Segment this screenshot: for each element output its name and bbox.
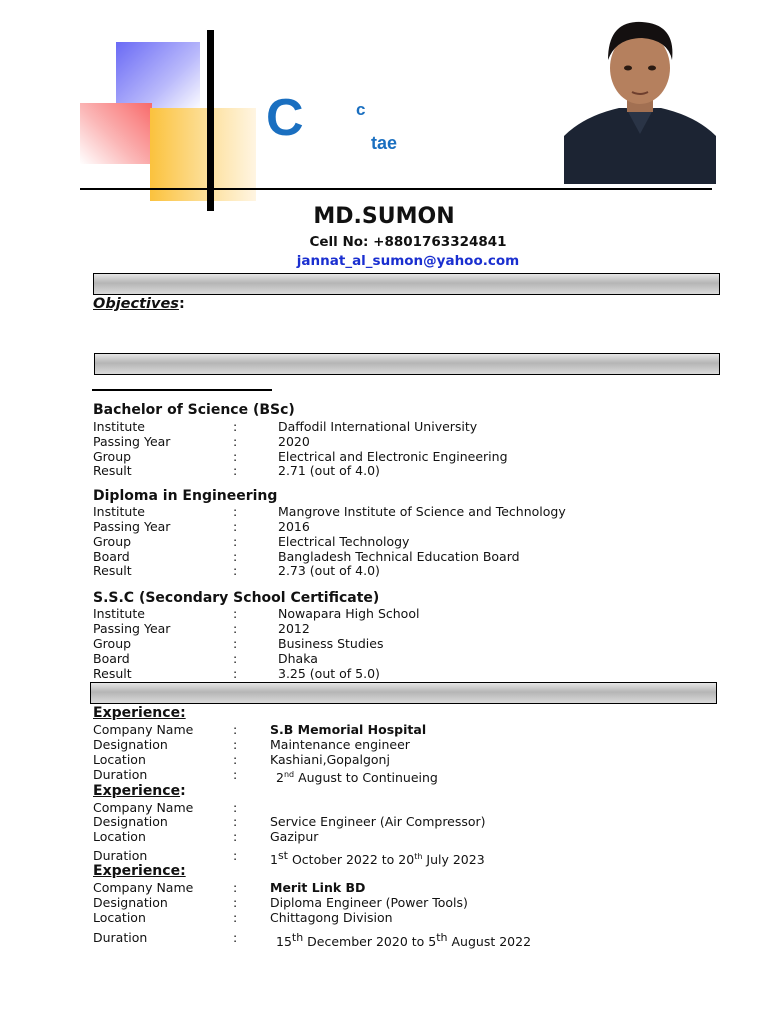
- duration-day: 15: [276, 934, 292, 949]
- row-label: Location: [93, 910, 146, 925]
- experience-title: Experience: [93, 783, 181, 799]
- duration-mid: October 2022 to 20: [288, 852, 415, 867]
- degree-title: S.S.C (Secondary School Certificate): [93, 590, 380, 606]
- row-value: Electrical Technology: [278, 534, 410, 549]
- row-value: 2020: [278, 434, 310, 449]
- row-separator: :: [233, 419, 238, 434]
- logo-small-letter: c: [356, 100, 366, 119]
- row-separator: :: [233, 519, 238, 534]
- row-separator: :: [233, 504, 238, 519]
- row-label: Institute: [93, 606, 145, 621]
- row-label: Duration: [93, 767, 148, 782]
- row-label: Company Name: [93, 722, 194, 737]
- degree-title: Diploma in Engineering: [93, 488, 278, 504]
- duration-suffix: th: [291, 931, 304, 944]
- row-label: Institute: [93, 504, 145, 519]
- objectives-heading: [93, 296, 185, 312]
- row-value: 2.71 (out of 4.0): [278, 463, 380, 478]
- row-label: Group: [93, 449, 132, 464]
- row-separator: :: [233, 910, 238, 925]
- row-label: Duration: [93, 930, 148, 945]
- row-separator: :: [233, 666, 238, 681]
- header-rule: [80, 188, 712, 190]
- row-label: Group: [93, 636, 132, 651]
- profile-photo: [564, 16, 716, 184]
- duration-suffix: th: [414, 851, 423, 861]
- row-label: Designation: [93, 895, 168, 910]
- degree-title: Bachelor of Science (BSc): [93, 402, 295, 418]
- experience-title: Experience:: [93, 863, 186, 879]
- experience-heading: [93, 783, 186, 799]
- duration-suffix: st: [277, 849, 288, 862]
- duration: [276, 930, 531, 949]
- experience-title-colon: :: [180, 783, 186, 799]
- row-label: Duration: [93, 848, 148, 863]
- row-value: Business Studies: [278, 636, 384, 651]
- duration: [276, 767, 438, 785]
- row-separator: :: [233, 636, 238, 651]
- candidate-name: MD.SUMON: [313, 204, 455, 229]
- row-separator: :: [233, 752, 238, 767]
- row-label: Institute: [93, 419, 145, 434]
- logo-red-square: [80, 103, 152, 164]
- designation: Diploma Engineer (Power Tools): [270, 895, 468, 910]
- email-address: jannat_al_sumon@yahoo.com: [296, 253, 520, 269]
- row-separator: :: [233, 463, 238, 478]
- row-value: 2016: [278, 519, 310, 534]
- duration-suffix: nd: [283, 770, 295, 779]
- row-separator: :: [233, 606, 238, 621]
- row-label: Group: [93, 534, 132, 549]
- row-separator: :: [233, 434, 238, 449]
- row-value: 2012: [278, 621, 310, 636]
- location: Chittagong Division: [270, 910, 393, 925]
- row-separator: :: [233, 549, 238, 564]
- row-value: 3.25 (out of 5.0): [278, 666, 380, 681]
- row-label: Result: [93, 463, 132, 478]
- row-separator: :: [233, 895, 238, 910]
- education-rule: [92, 389, 272, 391]
- experience-title: Experience:: [93, 705, 186, 721]
- row-value: Mangrove Institute of Science and Technology: [278, 504, 566, 519]
- row-label: Designation: [93, 814, 168, 829]
- designation: Maintenance engineer: [270, 737, 410, 752]
- row-label: Passing Year: [93, 621, 171, 636]
- row-label: Result: [93, 563, 132, 578]
- row-label: Board: [93, 651, 130, 666]
- section-band: [93, 273, 720, 295]
- duration-mid: December 2020 to 5: [303, 934, 437, 949]
- row-value: Electrical and Electronic Engineering: [278, 449, 508, 464]
- objectives-title: Objectives: [93, 296, 179, 312]
- row-separator: :: [233, 848, 238, 863]
- row-separator: :: [233, 880, 238, 895]
- row-value: Dhaka: [278, 651, 318, 666]
- row-label: Passing Year: [93, 434, 171, 449]
- row-label: Result: [93, 666, 132, 681]
- duration-rest: August to Continueing: [294, 770, 438, 786]
- row-label: Company Name: [93, 880, 194, 895]
- duration-rest: July 2023: [422, 852, 485, 867]
- row-separator: :: [233, 621, 238, 636]
- row-separator: :: [233, 800, 238, 815]
- row-separator: :: [233, 563, 238, 578]
- row-value: 2.73 (out of 4.0): [278, 563, 380, 578]
- row-label: Board: [93, 549, 130, 564]
- logo-vertical-bar: [207, 30, 214, 211]
- row-separator: :: [233, 737, 238, 752]
- objectives-colon: :: [178, 296, 185, 312]
- section-band: [90, 682, 717, 704]
- duration-day: 2: [276, 770, 284, 786]
- row-separator: :: [233, 930, 238, 945]
- duration-suffix: th: [436, 931, 448, 944]
- duration-rest: August 2022: [447, 934, 532, 949]
- row-separator: :: [233, 449, 238, 464]
- row-separator: :: [233, 767, 238, 782]
- row-value: Nowapara High School: [278, 606, 420, 621]
- designation: Service Engineer (Air Compressor): [270, 814, 486, 829]
- company-name: Merit Link BD: [270, 880, 366, 895]
- row-separator: :: [233, 534, 238, 549]
- row-label: Company Name: [93, 800, 194, 815]
- cell-number: Cell No: +8801763324841: [309, 234, 507, 250]
- row-label: Designation: [93, 737, 168, 752]
- row-separator: :: [233, 651, 238, 666]
- row-label: Location: [93, 752, 146, 767]
- row-label: Location: [93, 829, 146, 844]
- row-separator: :: [233, 722, 238, 737]
- row-separator: :: [233, 814, 238, 829]
- duration-day: 1: [270, 852, 278, 867]
- logo-word: tae: [371, 133, 398, 153]
- duration: [270, 848, 485, 867]
- row-label: Passing Year: [93, 519, 171, 534]
- company-name: S.B Memorial Hospital: [270, 722, 427, 737]
- section-band: [94, 353, 720, 375]
- logo-big-letter: C: [266, 89, 304, 147]
- row-value: Daffodil International University: [278, 419, 478, 434]
- row-separator: :: [233, 829, 238, 844]
- location: Kashiani,Gopalgonj: [270, 752, 390, 767]
- logo-blue-square: [116, 42, 200, 112]
- row-value: Bangladesh Technical Education Board: [278, 549, 520, 564]
- location: Gazipur: [270, 829, 319, 844]
